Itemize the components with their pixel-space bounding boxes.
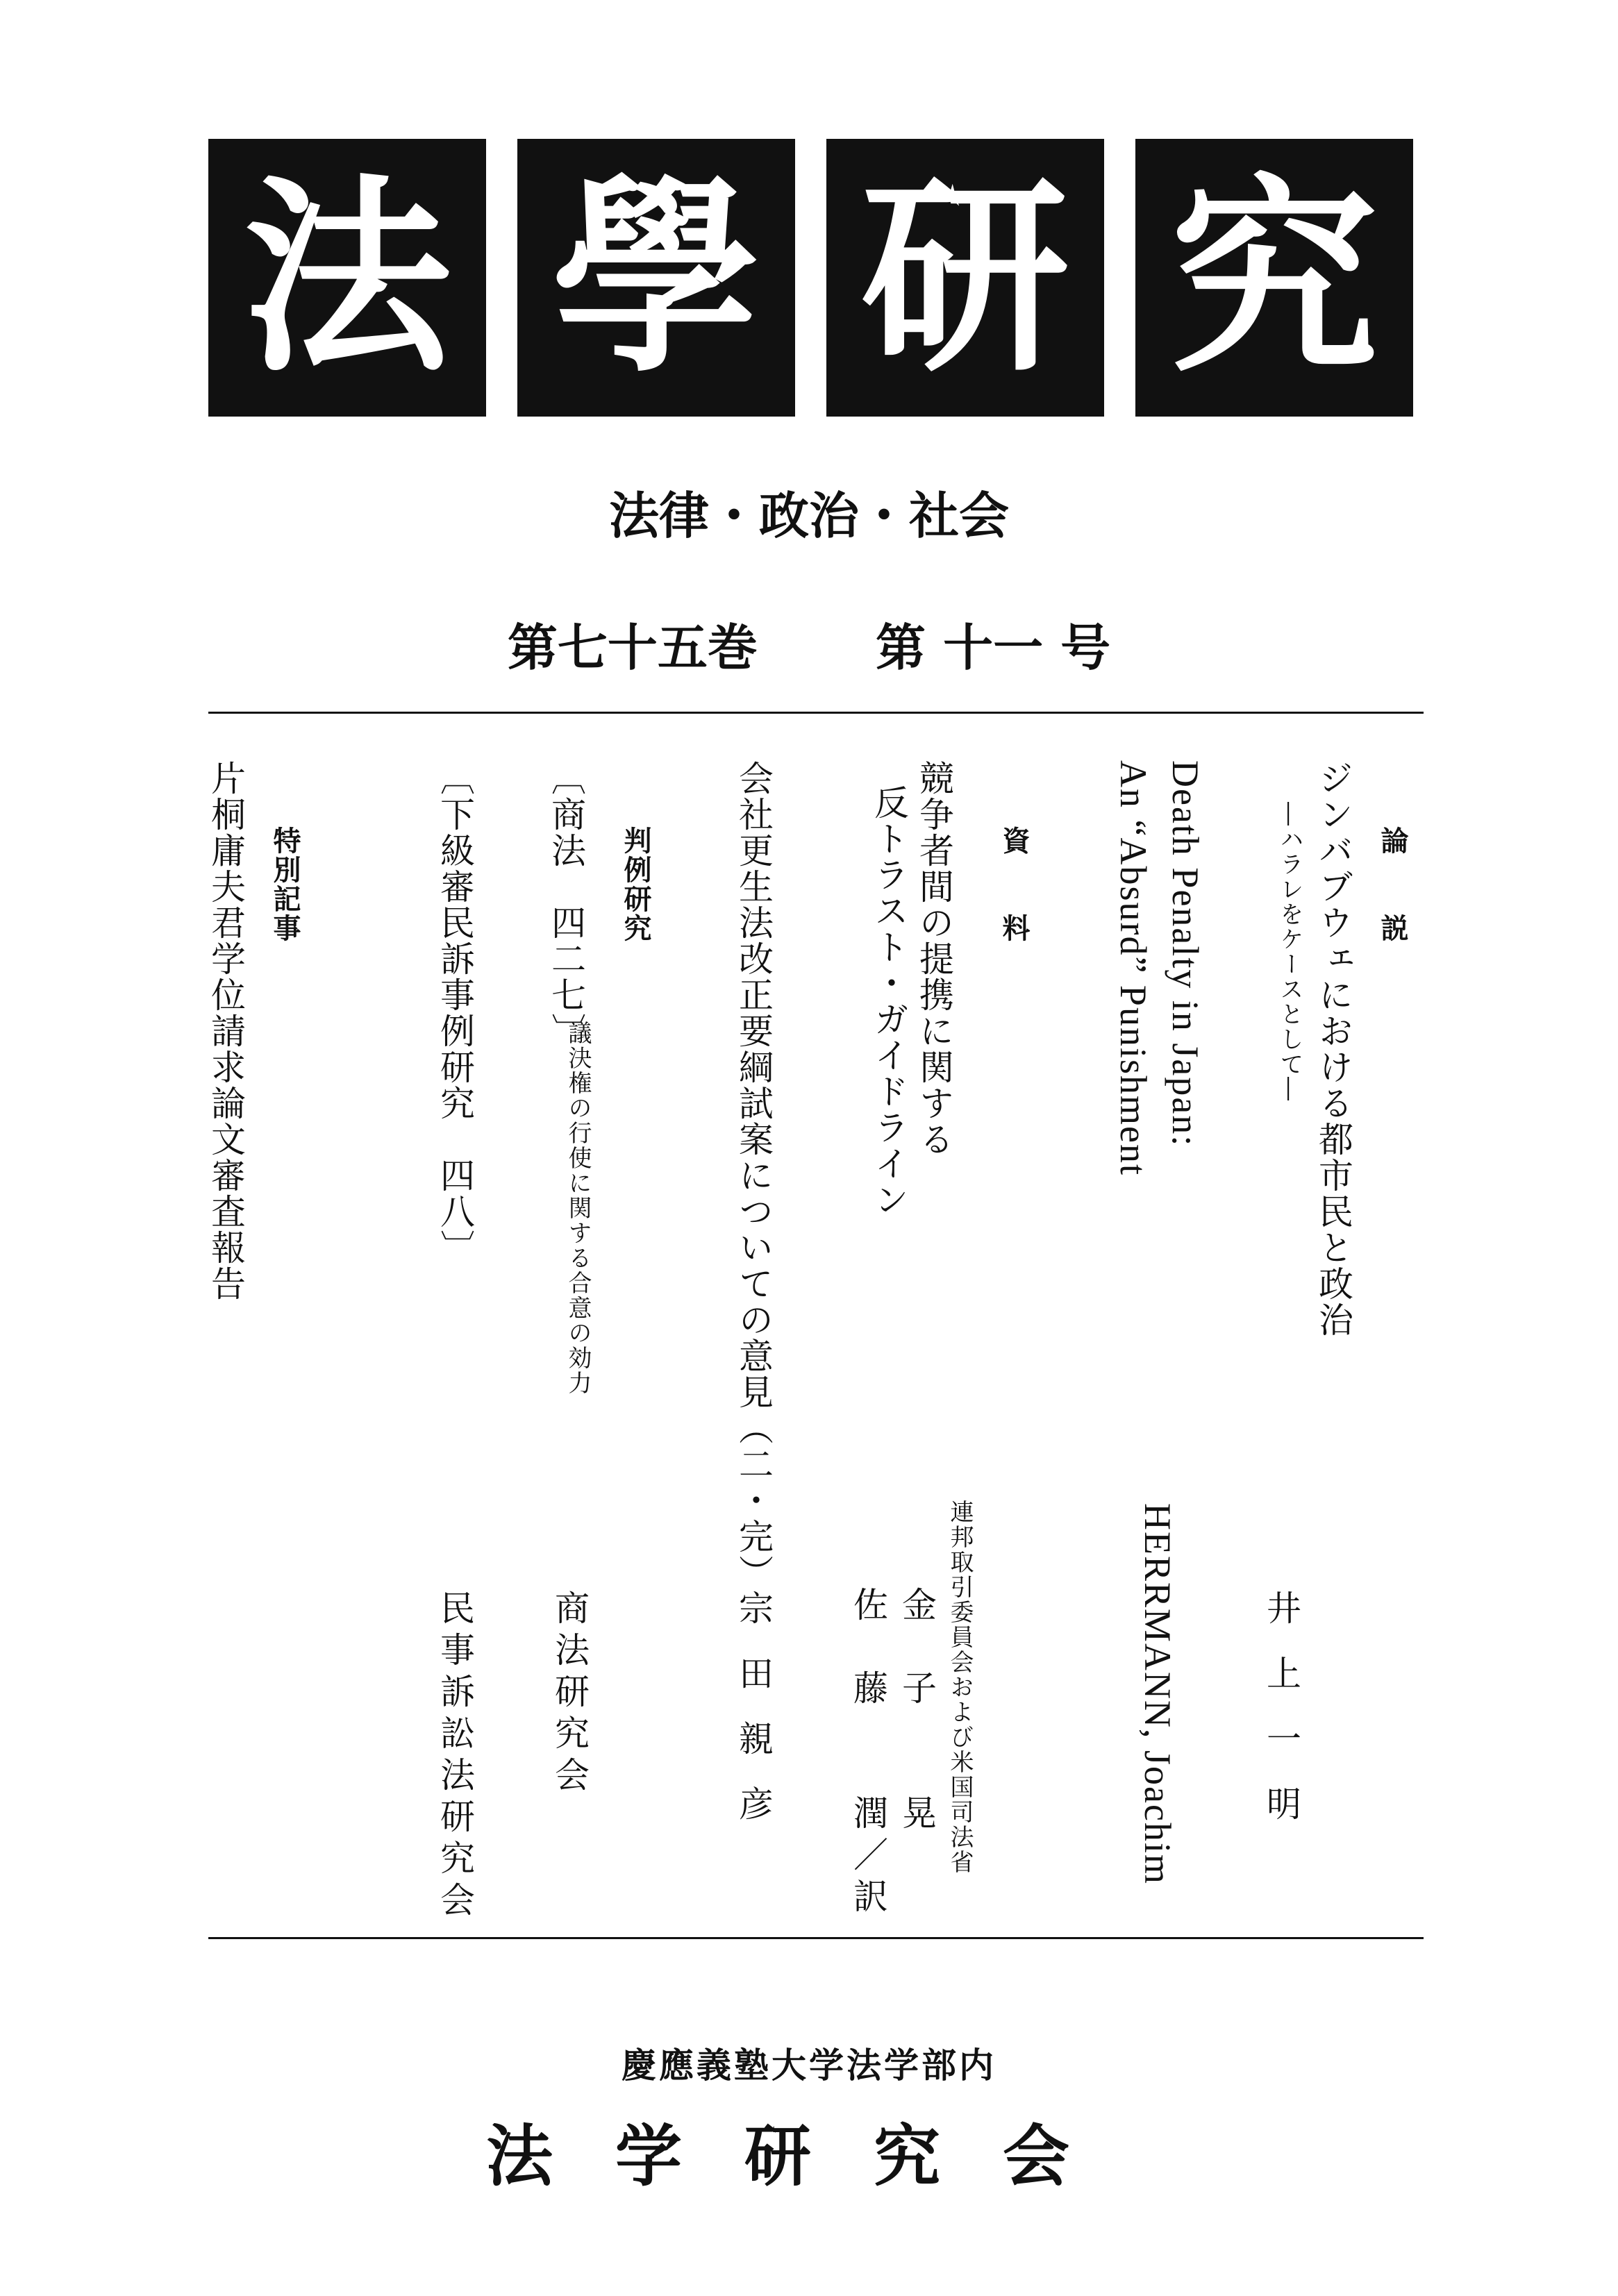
shiryo-title-line1[interactable]: 競争者間の提携に関する — [914, 760, 954, 1157]
volume-number: 第七十五巻 — [507, 619, 758, 677]
english-article-author: HERRMANN, Joachim — [1137, 1503, 1178, 1885]
ronsetsu-author: 井上一明 — [1261, 1590, 1301, 1851]
shoho-title[interactable]: 議決権の行使に関する合意の効力 — [564, 1021, 592, 1396]
masthead-char-3: 研 — [826, 139, 1104, 417]
opinion-title[interactable]: 会社更生法改正要綱試案についての意見（二・完） — [733, 760, 774, 1591]
minso-label[interactable]: 〔下級審民訴事例研究 四八〕 — [435, 760, 475, 1266]
category-tokubetsu: 特別記事 — [269, 826, 301, 943]
masthead-char-1: 法 — [208, 139, 486, 417]
english-article-line1[interactable]: Death Penalty in Japan: — [1165, 760, 1206, 1148]
english-article-line2[interactable]: An “Absurd” Punishment — [1112, 760, 1154, 1176]
publisher-name: 法学研究会 — [486, 2117, 1132, 2195]
opinion-author: 宗田親彦 — [733, 1590, 774, 1851]
masthead-char-2: 學 — [517, 139, 795, 417]
ronsetsu-title[interactable]: ジンバブウェにおける都市民と政治 — [1313, 760, 1353, 1338]
tokubetsu-title[interactable]: 片桐庸夫君学位請求論文審査報告 — [206, 760, 246, 1302]
shoho-author: 商法研究会 — [549, 1590, 590, 1798]
publisher-affiliation: 慶應義塾大学法学部内 — [622, 2045, 996, 2086]
shiryo-author-org: 連邦取引委員会および米国司法省 — [946, 1500, 974, 1875]
top-rule — [208, 712, 1424, 714]
volume-line — [0, 607, 1618, 680]
journal-subtitle: 法律・政治・社会 — [608, 487, 1009, 545]
category-shiryo: 資 料 — [998, 826, 1030, 943]
ronsetsu-subtitle: ―ハラレをケースとして― — [1276, 802, 1303, 1102]
bottom-rule — [208, 1937, 1424, 1939]
shiryo-title-line2[interactable]: 反トラスト・ガイドライン — [869, 785, 909, 1218]
shoho-label: 〔商法 四二七〕 — [546, 760, 586, 1049]
minso-author: 民事訴訟法研究会 — [435, 1590, 475, 1923]
issue-number: 第 十一 号 — [876, 619, 1111, 677]
shiryo-translator-2: 佐 藤 潤／訳 — [848, 1586, 888, 1920]
category-hanrei: 判例研究 — [619, 826, 651, 943]
category-ronsetsu: 論 説 — [1376, 826, 1408, 943]
masthead-char-4: 究 — [1135, 139, 1413, 417]
shiryo-translator-1: 金 子 晃 — [896, 1586, 937, 1836]
